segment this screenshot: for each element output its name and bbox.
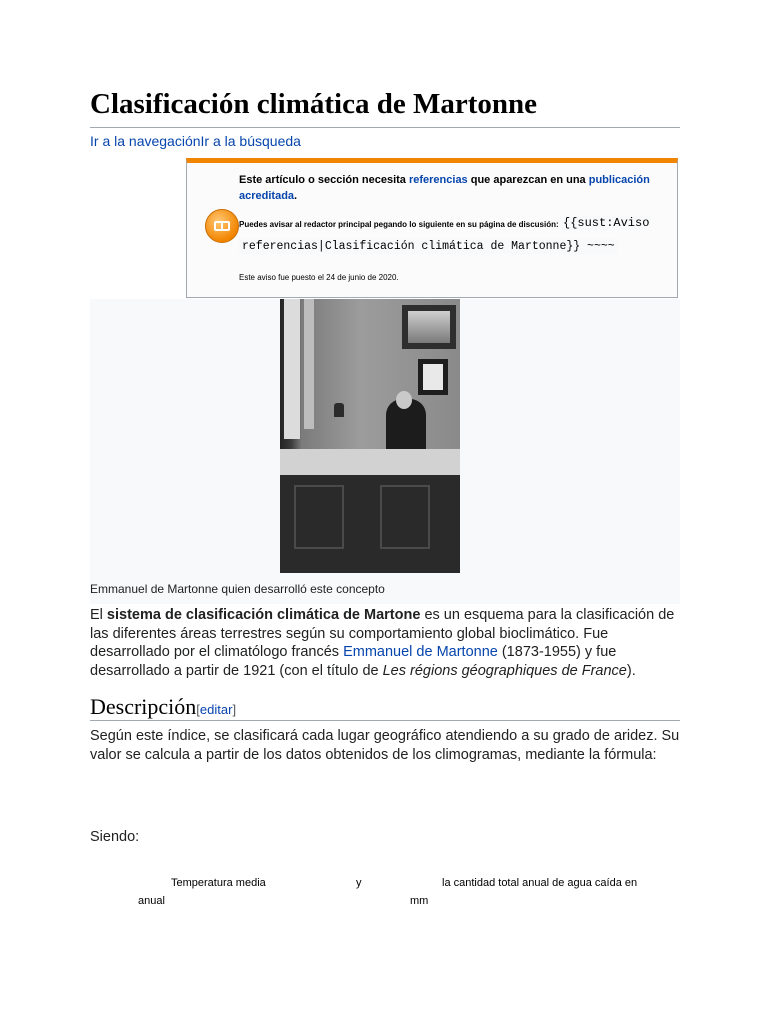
section-heading-descripcion: Descripción[editar] [90,694,237,719]
figure-thumbnail [90,299,680,604]
intro-paragraph: El sistema de clasificación climática de Martone es un esquema para la clasificación de las diferentes áreas terrestres según su comportamiento global bioclimático. Fue desarrollado por el climatólogo francés Emmanuel de Martonne (1873-1955) y fue desarrollado a partir de 1921 (con el título de Les régions géographiques de France). [90,607,675,679]
template-code-end[interactable]: referencias|Clasificación climática de Martonne}} ~~~~ [239,239,618,254]
variable-temperature-cont: anual [138,895,165,907]
martonne-photo[interactable] [280,299,460,573]
jump-to-search-link[interactable]: Ir a la búsqueda [200,133,301,149]
template-code-start[interactable]: {{sust:Aviso [563,216,650,230]
notice-message: Este artículo o sección necesita referencias que aparezcan en una publicación acreditada. [239,174,650,202]
siendo-label: Siendo: [90,829,140,845]
edit-section-link[interactable]: editar [199,702,233,717]
page-title: Clasificación climática de Martonne [90,88,537,120]
notice-date: Este aviso fue puesto el 24 de junio de 2020. [239,273,399,282]
description-paragraph: Según este índice, se clasificará cada lugar geográfico atendiendo a su grado de aridez. Su valor se calcula a partir de los datos obtenidos de los climogramas, mediante la fórmula: [90,728,680,763]
references-notice-box [186,158,678,298]
variable-temperature: Temperatura media [171,877,266,889]
figure-caption: Emmanuel de Martonne quien desarrolló este concepto [90,582,385,596]
jump-links [90,133,301,149]
variable-precipitation: la cantidad total anual de agua caída en [442,877,638,889]
book-icon [205,209,239,243]
accredited-publication-link[interactable]: publicación acreditada [239,174,650,202]
section-divider [90,720,680,721]
title-divider [90,127,680,128]
variable-precipitation-unit: mm [410,895,429,907]
notice-instruction: Puedes avisar al redactor principal pegando lo siguiente en su página de discusión: [239,220,559,229]
emmanuel-de-martonne-link[interactable]: Emmanuel de Martonne [343,644,498,660]
references-link[interactable]: referencias [408,174,468,186]
jump-to-navigation-link[interactable]: Ir a la navegación [90,133,201,149]
variable-conjunction: y [356,877,362,889]
